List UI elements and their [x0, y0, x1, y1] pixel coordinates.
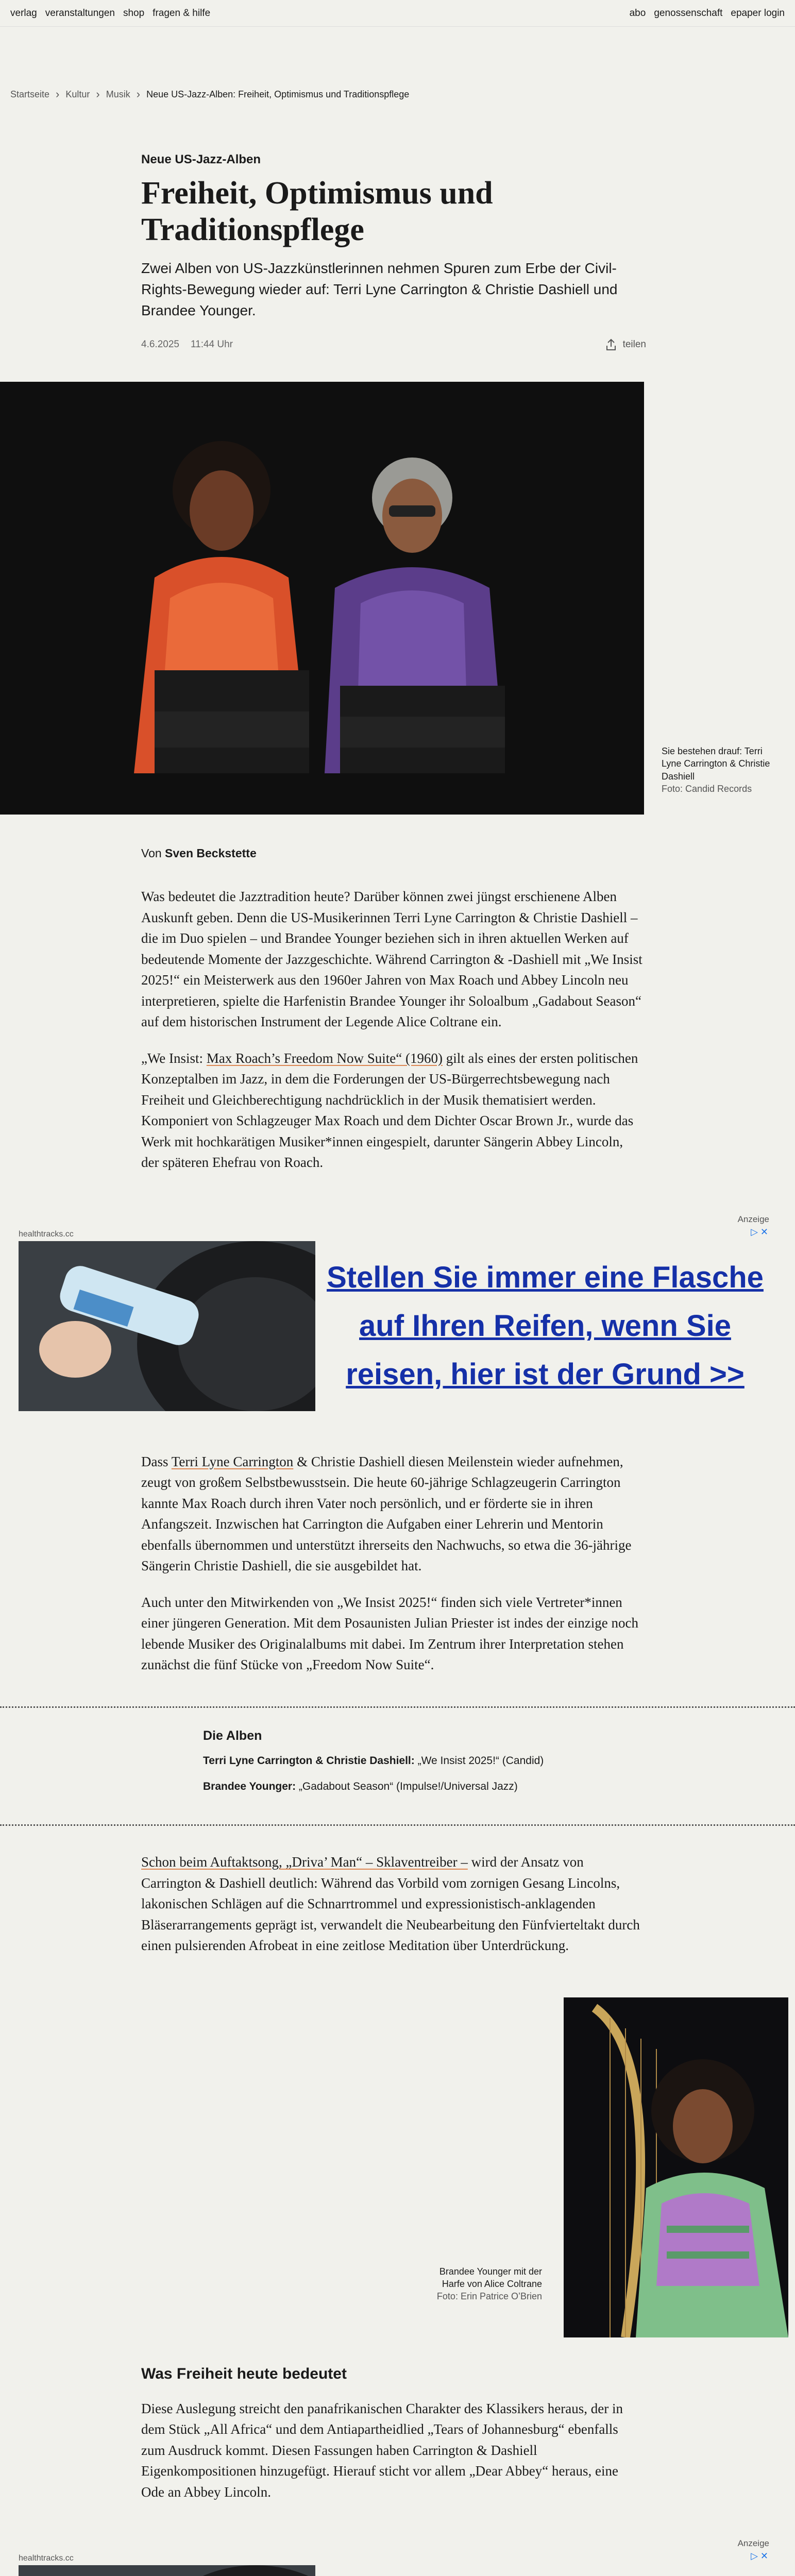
article-meta: [141, 338, 646, 351]
chevron-right-icon: ›: [136, 88, 141, 100]
nav-abo[interactable]: abo: [629, 7, 646, 19]
ad-source: healthtracks.cc: [19, 1229, 74, 1239]
breadcrumb-musik[interactable]: Musik: [106, 89, 130, 99]
paragraph-text: Dass: [141, 1453, 172, 1469]
album-entry: [203, 1753, 667, 1769]
nav-verlag[interactable]: verlag: [10, 7, 37, 19]
paragraph: [141, 1048, 644, 1173]
paragraph-text: „We Insist:: [141, 1050, 207, 1066]
nav-epaper-login[interactable]: epaper login: [731, 7, 785, 19]
nav-fragen-hilfe[interactable]: fragen & hilfe: [153, 7, 211, 19]
ad-choices-icon[interactable]: ▷ ✕: [751, 2551, 768, 2562]
hero-caption-credit: Foto: Candid Records: [662, 784, 752, 794]
author-prefix: Von: [141, 846, 162, 860]
album-entry: [203, 1778, 667, 1795]
paragraph-text: gilt als eines der ersten politischen Konzeptalben im Jazz, in dem die Forderungen der US-Bürgerrechtsbewegung nach Freiheit und Gleichberechtigung nachdrücklich in der Musik thematisiert werden. Komponiert von Schlagzeuger Max Roach und dem Dichter Oscar Brown Jr., wurde das Werk mit hochkarätigen Musiker*innen eingespielt, darunter Sängerin Abbey Lincoln, der späteren Ehefrau von Roach.: [141, 1050, 638, 1171]
hero-caption-text: Sie bestehen drauf: Terri Lyne Carrington & Christie Dashiell: [662, 746, 770, 782]
chevron-right-icon: ›: [96, 88, 100, 100]
section-heading: Was Freiheit heute bedeutet: [141, 2365, 347, 2382]
article-title: Freiheit, Optimismus und Traditionspflege: [141, 176, 493, 247]
author-line: [141, 846, 644, 860]
article-body-4: [141, 2365, 644, 2503]
album-artist: Terri Lyne Carrington & Christie Dashiell:: [203, 1755, 415, 1767]
ad-source: healthtracks.cc: [19, 2554, 74, 2563]
ad-headline[interactable]: Stellen Sie immer eine Flasche auf Ihren Reifen, wenn Sie reisen, hier ist der Grund >>: [327, 1260, 764, 1391]
ad-block[interactable]: [0, 1214, 795, 1426]
top-nav-right: [630, 8, 785, 19]
article-kicker: Neue US-Jazz-Alben: [141, 152, 261, 166]
breadcrumb: [0, 88, 795, 101]
hero-caption: [662, 745, 780, 795]
hero-photo: [0, 382, 644, 815]
top-bar: [0, 0, 795, 27]
share-button[interactable]: [605, 338, 646, 351]
nav-veranstaltungen[interactable]: veranstaltungen: [45, 7, 115, 19]
ad-label: Anzeige: [737, 1214, 769, 1224]
article-header: [141, 152, 656, 351]
ad-label: Anzeige: [737, 2538, 769, 2549]
article-date: 4.6.2025: [141, 339, 179, 350]
figure-caption-text: Brandee Younger mit der Harfe von Alice Coltrane: [439, 2266, 542, 2289]
ad-headline[interactable]: [318, 2565, 772, 2576]
albums-heading: Die Alben: [203, 1728, 262, 1743]
nav-genossenschaft[interactable]: genossenschaft: [654, 7, 723, 19]
paragraph-text: & Christie Dashiell diesen Meilenstein wieder aufnehmen, zeugt von großem Selbstbewusstsein. Die heute 60-jährige Schlagzeugerin Carrington kannte Max Roach durch ihren Vater noch persönlich, und er förderte sie in ihren Anfangszeit. Inzwischen hat Carrington die Aufgaben einer Lehrerin und Mentorin ebenfalls übernommen und unterstützt ihrerseits den Nachwuchs, so etwa die 36-jährige Sängerin Christie Dashiell, die sie ausgebildet hat.: [141, 1453, 632, 1574]
article-lead: Zwei Alben von US-Jazzkünstlerinnen nehmen Spuren zum Erbe der Civil-Rights-Bewegung wieder auf: Terri Lyne Carrington & Christie Dashiell und Brandee Younger.: [141, 260, 618, 318]
figure-caption-credit: Foto: Erin Patrice O’Brien: [436, 2291, 542, 2302]
share-icon: [605, 338, 617, 351]
album-title: „Gadabout Season“ (Impulse!/Universal Jazz): [296, 1780, 518, 1792]
article-body-2: [141, 1451, 644, 1675]
breadcrumb-home[interactable]: Startseite: [10, 89, 50, 99]
ad-block-2[interactable]: [0, 2538, 795, 2576]
figure-brandee-younger: [0, 1997, 795, 2337]
paragraph-text: wird der Ansatz von Carrington & Dashiell deutlich: Während das Vorbild vom zornigen Gesang Lincolns, lakonischen Schlägen auf die Schnarrtrommel und expressionistisch-anklagenden Bläserarrangements geprägt ist, verwandelt die Neubearbeitung den Fünfvierteltakt durch einen pulsierenden Afrobeat in eine zeitlose Meditation über Unterdrückung.: [141, 1854, 640, 1954]
author-link[interactable]: Sven Beckstette: [165, 846, 257, 860]
ad-image[interactable]: [19, 1241, 315, 1411]
inline-link[interactable]: Max Roach’s Freedom Now Suite“ (1960): [206, 1050, 443, 1066]
ad-choices-icon[interactable]: ▷ ✕: [751, 1226, 768, 1237]
breadcrumb-current: Neue US-Jazz-Alben: Freiheit, Optimismus und Traditionspflege: [146, 89, 410, 99]
paragraph: Was bedeutet die Jazztradition heute? Darüber können zwei jüngst erschienene Alben Auskunft geben. Denn die US-Musikerinnen Terri Lyne Carrington & Christie Dashiell – die im Duo spielen – und Brandee Younger beziehen sich in ihren aktuellen Werken auf bedeutende Momente der Jazzgeschichte. Während Carrington & -Dashiell mit „We Insist 2025!“ ein Meisterwerk aus den 1960er Jahren von Max Roach und Abbey Lincoln neu interpretieren, spielte die Harfenistin Brandee Younger ihr Soloalbum „Gadabout Season“ auf dem historischen Instrument der Legende Alice Coltrane ein.: [141, 889, 642, 1030]
ad-image[interactable]: [19, 2565, 315, 2576]
albums-box: [0, 1706, 795, 1826]
share-label: teilen: [622, 339, 646, 350]
article-body-3: [141, 1852, 644, 1956]
figure-photo: [564, 1997, 788, 2337]
inline-link[interactable]: Schon beim Auftaktsong, „Driva’ Man“ – Sklaventreiber –: [141, 1854, 468, 1870]
paragraph: Auch unter den Mitwirkenden von „We Insist 2025!“ finden sich viele Vertreter*innen einer jüngeren Generation. Mit dem Posaunisten Julian Priester ist indes der einzige noch lebende Musiker des Originalalbums mit dabei. Im Zentrum ihrer Interpretation stehen zunächst die fünf Stücke von „Freedom Now Suite“.: [141, 1594, 638, 1673]
inline-link[interactable]: Terri Lyne Carrington: [171, 1453, 294, 1469]
top-nav-left: [10, 8, 210, 19]
article-body: [141, 846, 644, 1173]
paragraph: Diese Auslegung streicht den panafrikanischen Charakter des Klassikers heraus, der in dem Stück „All Africa“ und dem Antiapartheidlied „Tears of Johannesburg“ ebenfalls zum Ausdruck kommt. Diesen Fassungen haben Carrington & Dashiell Eigenkompositionen hinzugefügt. Hierauf sticht vor allem „Dear Abbey“ heraus, eine Ode an Abbey Lincoln.: [141, 2400, 623, 2500]
article-time: 11:44 Uhr: [190, 339, 233, 350]
hero-figure: [0, 382, 795, 815]
album-artist: Brandee Younger:: [203, 1780, 296, 1792]
chevron-right-icon: ›: [56, 88, 60, 100]
paragraph: [141, 1852, 644, 1956]
paragraph: [141, 1451, 644, 1577]
breadcrumb-kultur[interactable]: Kultur: [65, 89, 90, 99]
nav-shop[interactable]: shop: [123, 7, 145, 19]
figure-caption: [424, 2265, 542, 2303]
album-title: „We Insist 2025!“ (Candid): [414, 1755, 544, 1767]
